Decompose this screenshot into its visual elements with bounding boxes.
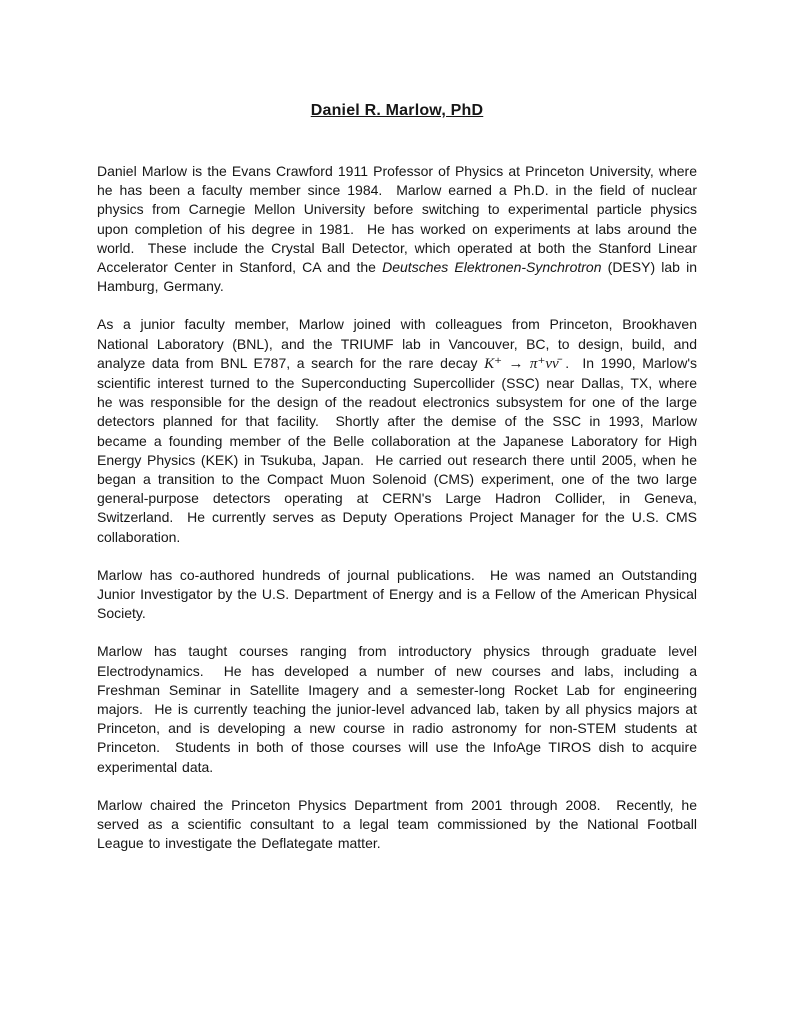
text-run: . In 1990, Marlow's scientific interest turned to the Superconducting Supercollider (SSC) near Dallas, TX, where he was responsible for the design of the readout electronics subsystem for one of the large detectors planned for that facility. Shortly after the demise of the SSC in 1993, Marlow became a founding member of the Belle collaboration at the Japanese Laboratory for High Energy Physics (KEK) in Tsukuba, Japan. He carried out research there until 2005, when he began a transition to the Compact Muon Solenoid (CMS) experiment, one of the two large general-purpose detectors operating at CERN's Large Hadron Collider, in Geneva, Switzerland. He currently serves as Deputy Operations Project Manager for the U.S. CMS collaboration. — [97, 354, 697, 545]
paragraph — [97, 566, 697, 624]
paragraph-list — [97, 162, 697, 854]
paragraph — [97, 642, 697, 776]
italic-text: Deutsches Elektronen-Synchrotron — [382, 259, 602, 276]
math-formula: K⁺ → π⁺νν̄ — [484, 355, 559, 372]
text-run: Marlow chaired the Princeton Physics Department from 2001 through 2008. Recently, he served as a scientific consultant to a legal team commissioned by the National Football League to investigate the Deflategate matter. — [97, 796, 697, 852]
text-run: Marlow has co-authored hundreds of journal publications. He was named an Outstanding Junior Investigator by the U.S. Department of Energy and is a Fellow of the American Physical Society. — [97, 566, 697, 622]
paragraph — [97, 315, 697, 546]
paragraph — [97, 162, 697, 296]
text-run: Daniel Marlow is the Evans Crawford 1911 Professor of Physics at Princeton University, where he has been a faculty member since 1984. Marlow earned a Ph.D. in the field of nuclear physics from Carnegie Mellon University before switching to experimental particle physics upon completion of his degree in 1981. He has worked on experiments at labs around the world. These include the Crystal Ball Detector, which operated at both the Stanford Linear Accelerator Center in Stanford, CA and the — [97, 163, 697, 276]
text-run: As a junior faculty member, Marlow joined with colleagues from Princeton, Brookhaven National Laboratory (BNL), and the TRIUMF lab in Vancouver, BC, to design, build, and analyze data from BNL E787, a search for the rare decay — [97, 316, 697, 371]
document-title: Daniel R. Marlow, PhD — [310, 102, 484, 119]
paragraph — [97, 796, 697, 854]
text-run: (DESY) lab in Hamburg, Germany. — [97, 259, 697, 295]
text-run: Marlow has taught courses ranging from introductory physics through graduate level Electrodynamics. He has developed a number of new courses and labs, including a Freshman Seminar in Satellite Imagery and a semester-long Rocket Lab for engineering majors. He is currently teaching the junior-level advanced lab, taken by all physics majors at Princeton, and is developing a new course in radio astronomy for non-STEM students at Princeton. Students in both of those courses will use the InfoAge TIROS dish to acquire experimental data. — [97, 643, 697, 775]
